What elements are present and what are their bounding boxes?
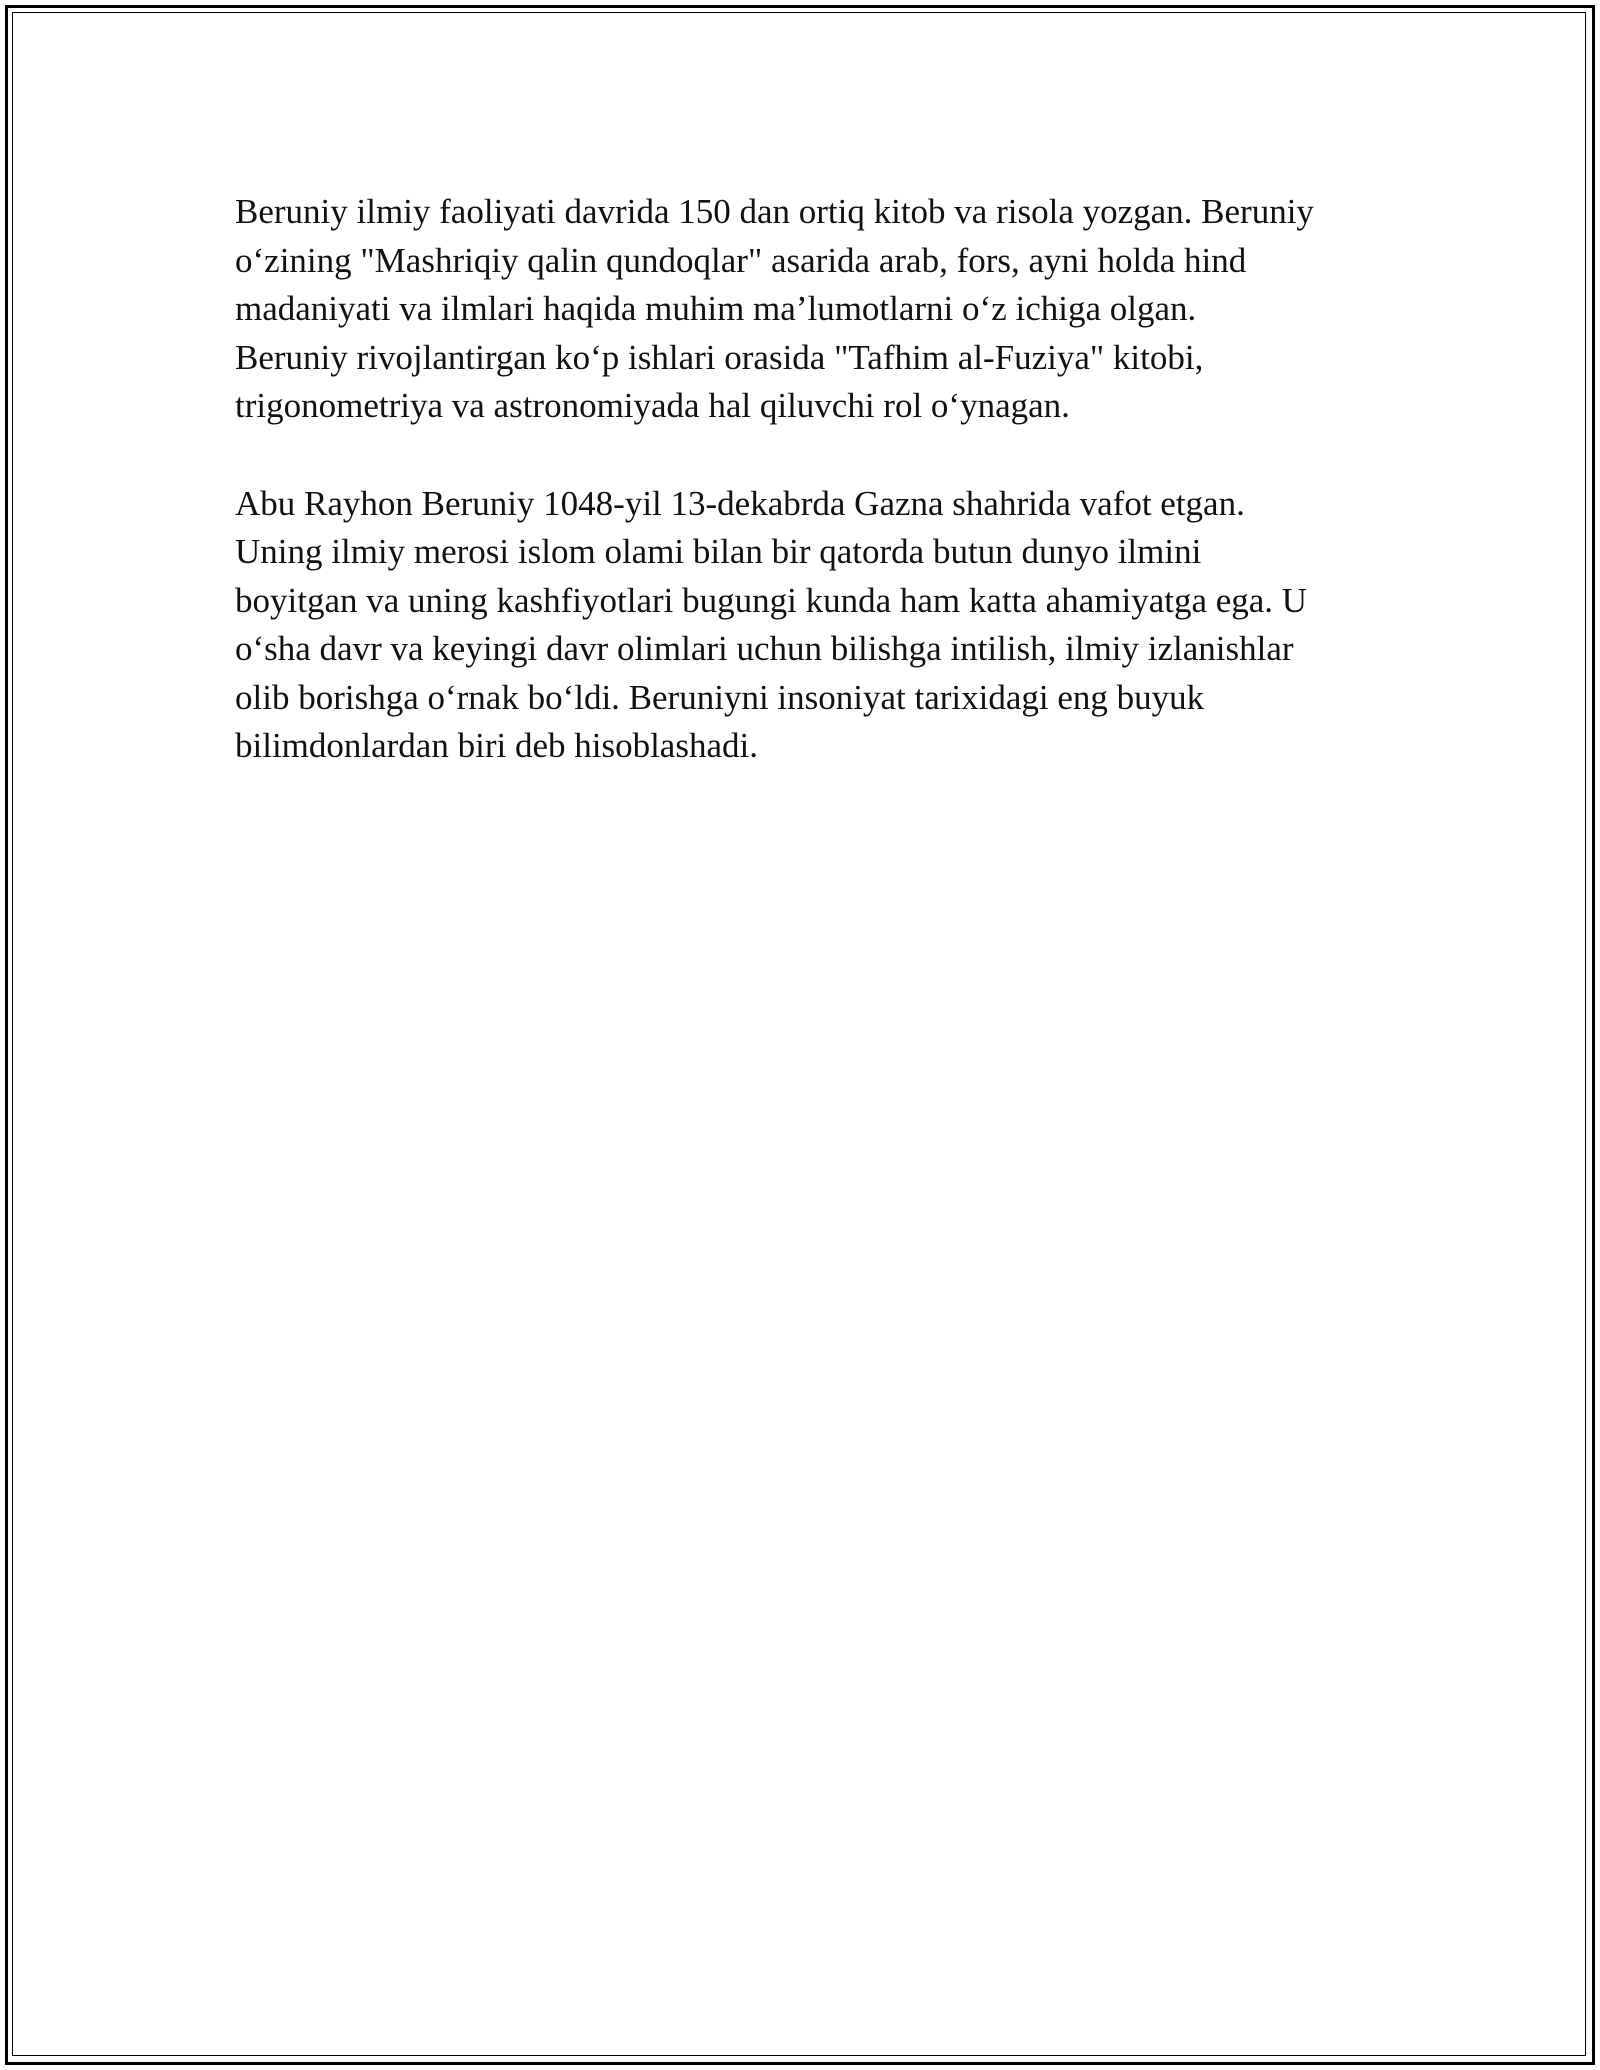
text-line: olib borishga o‘rnak bo‘ldi. Beruniyni insoniyat tarixidagi eng buyuk [235,677,1205,717]
text-line: Beruniy ilmiy faoliyati davrida 150 dan ortiq kitob va risola yozgan. Beruniy [235,192,1314,231]
paragraph-2 [235,480,1375,771]
text-line: Uning ilmiy merosi islom olami bilan bir qatorda butun dunyo ilmini [235,532,1202,571]
text-line: bilimdonlardan biri deb hisoblashadi. [235,726,758,765]
text-line: trigonometriya va astronomiyada hal qiluvchi rol o‘ynagan. [235,386,1070,425]
text-line: boyitgan va uning kashfiyotlari bugungi kunda ham katta ahamiyatga ega. U [235,580,1308,620]
document-body [235,188,1375,820]
paragraph-1 [235,188,1375,431]
text-line: madaniyati va ilmlari haqida muhim ma’lumotlarni o‘z ichiga olgan. [235,289,1197,328]
text-line: Beruniy rivojlantirgan ko‘p ishlari orasida "Tafhim al-Fuziya" kitobi, [235,337,1204,377]
text-line: o‘zining "Mashriqiy qalin qundoqlar" asarida arab, fors, ayni holda hind [235,240,1247,280]
text-line: Abu Rayhon Beruniy 1048-yil 13-dekabrda Gazna shahrida vafot etgan. [235,483,1245,523]
text-line: o‘sha davr va keyingi davr olimlari uchun bilishga intilish, ilmiy izlanishlar [235,629,1294,668]
